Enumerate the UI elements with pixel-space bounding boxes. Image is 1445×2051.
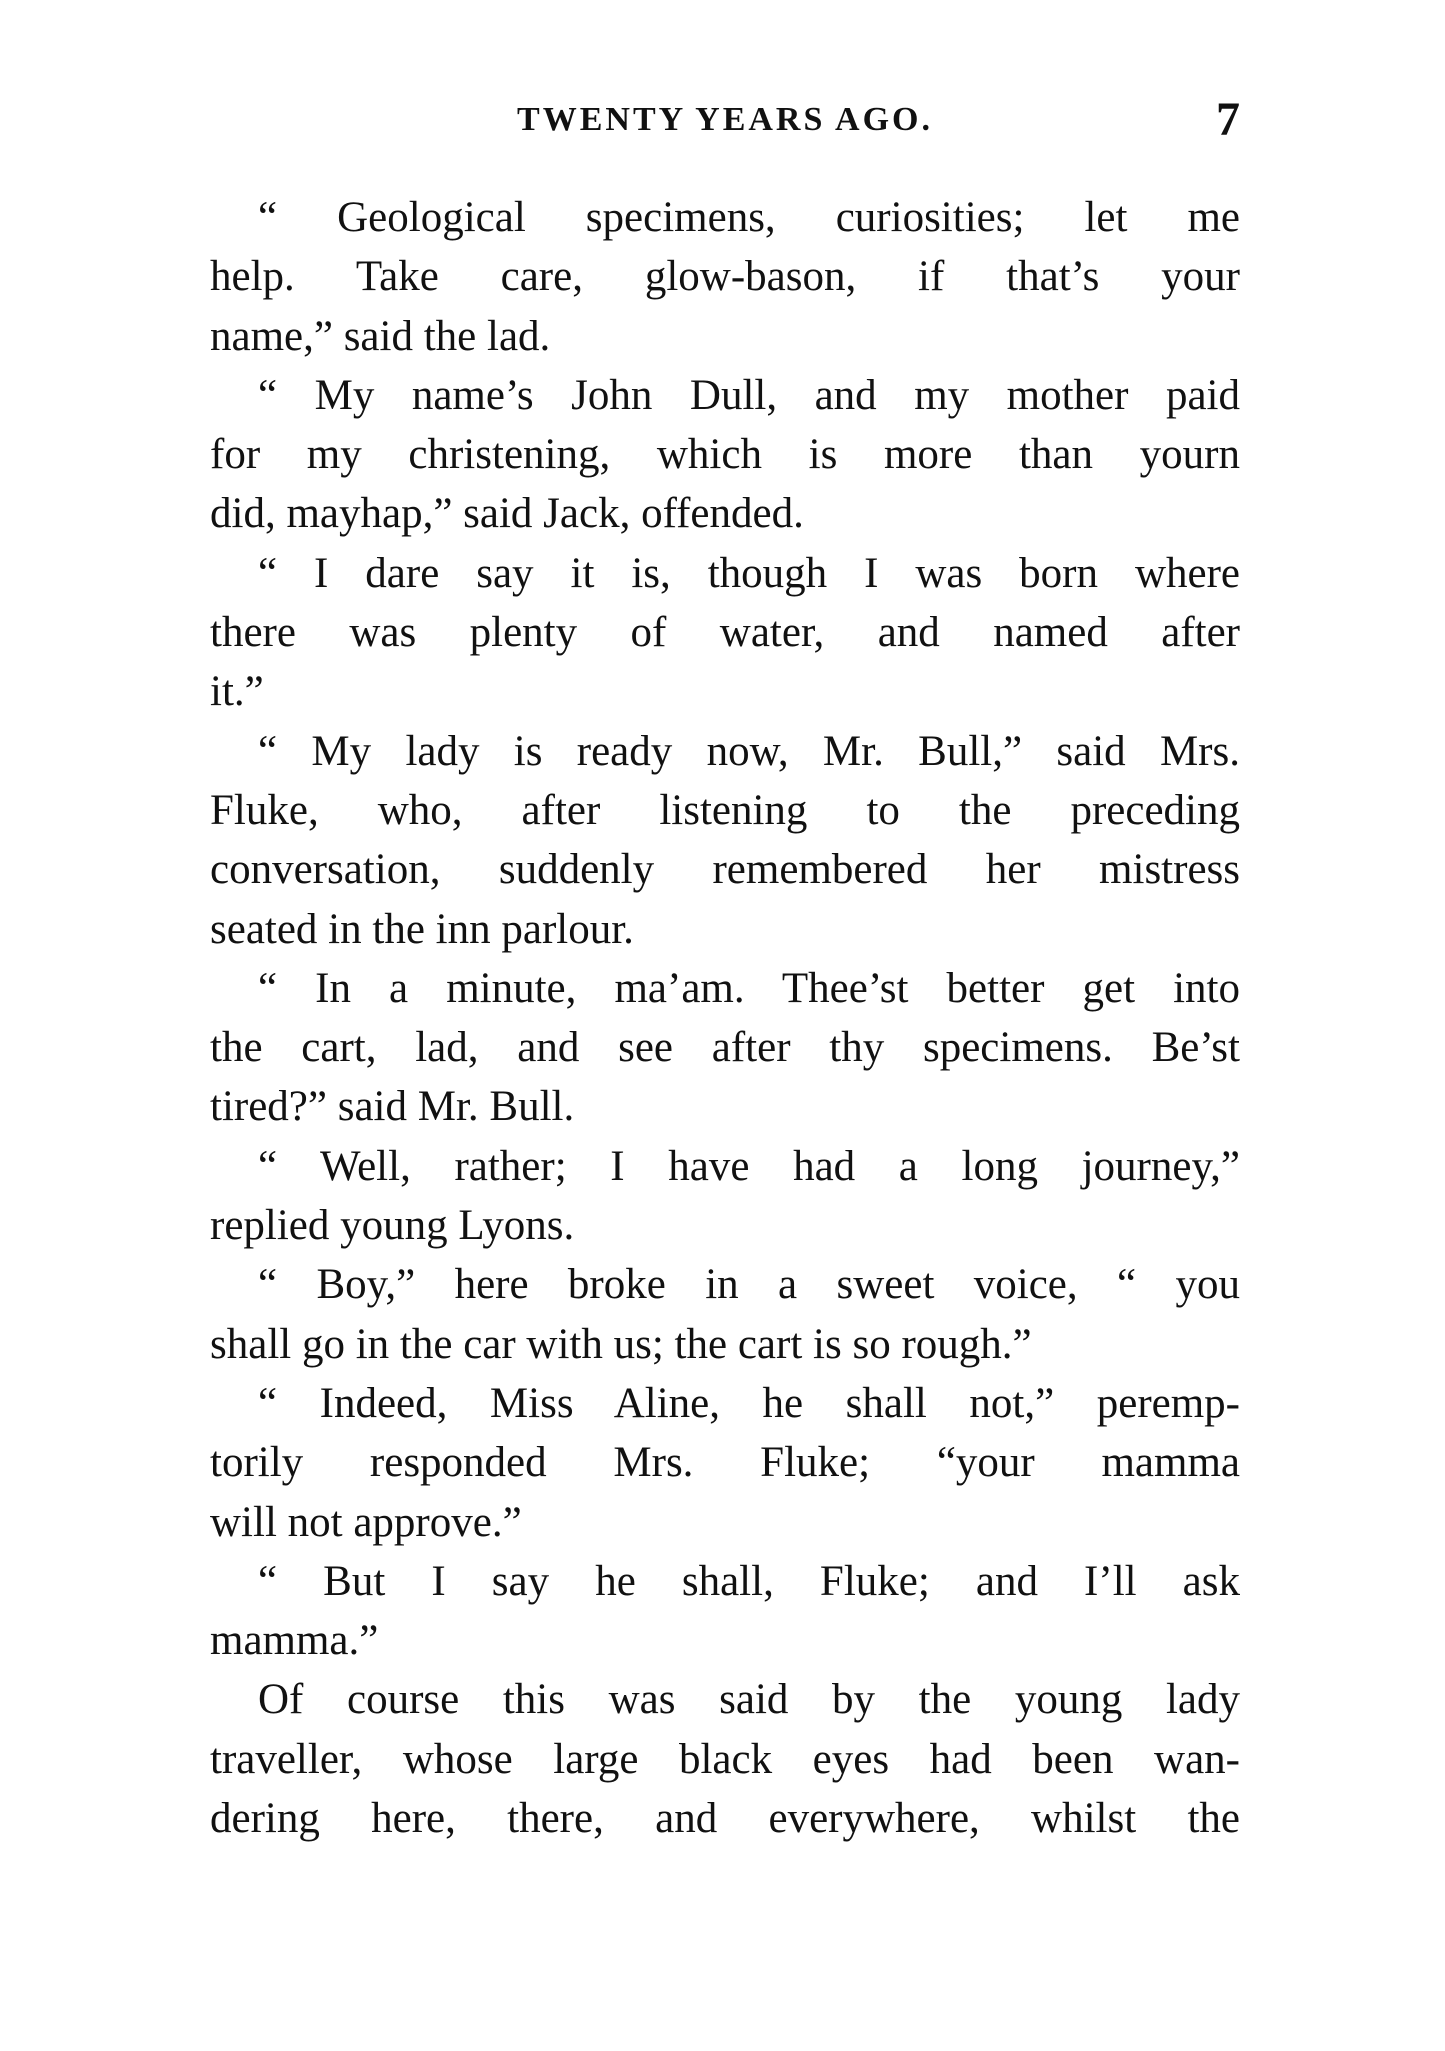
text-line: torily responded Mrs. Fluke; “your mamma (210, 1439, 1240, 1487)
body-text (210, 188, 1240, 1848)
paragraph (210, 959, 1240, 1137)
text-line: replied young Lyons. (210, 1202, 575, 1250)
text-line: for my christening, which is more than yourn (210, 431, 1240, 479)
text-line: “ I dare say it is, though I was born where (258, 549, 1240, 597)
paragraph (210, 188, 1240, 366)
paragraph (210, 722, 1240, 959)
paragraph (210, 366, 1240, 544)
text-line: dering here, there, and everywhere, whilst the (210, 1795, 1240, 1843)
page-number: 7 (1216, 93, 1240, 146)
text-line: did, mayhap,” said Jack, offended. (210, 490, 804, 538)
text-line: seated in the inn parlour. (210, 905, 634, 953)
text-line: name,” said the lad. (210, 312, 551, 360)
running-title: TWENTY YEARS AGO. (517, 101, 933, 138)
text-line: shall go in the car with us; the cart is so rough.” (210, 1320, 1032, 1368)
paragraph (210, 1255, 1240, 1374)
paragraph (210, 1137, 1240, 1256)
text-line: will not approve.” (210, 1498, 522, 1546)
text-line: Fluke, who, after listening to the preceding (210, 786, 1240, 834)
text-line: “ Well, rather; I have had a long journey,” (258, 1142, 1240, 1190)
text-line: help. Take care, glow-bason, if that’s your (210, 253, 1240, 301)
text-line: the cart, lad, and see after thy specimens. Be’st (210, 1024, 1240, 1072)
text-line: traveller, whose large black eyes had been wan- (210, 1735, 1240, 1783)
running-head (210, 93, 1240, 160)
text-line: tired?” said Mr. Bull. (210, 1083, 575, 1131)
text-line: “ My lady is ready now, Mr. Bull,” said Mrs. (258, 727, 1240, 775)
paragraph (210, 1670, 1240, 1848)
text-line: “ My name’s John Dull, and my mother paid (258, 371, 1240, 419)
paragraph (210, 1552, 1240, 1671)
text-line: Of course this was said by the young lady (258, 1676, 1240, 1724)
text-line: mamma.” (210, 1617, 379, 1665)
text-line: there was plenty of water, and named after (210, 609, 1240, 657)
paragraph (210, 544, 1240, 722)
text-line: “ Geological specimens, curiosities; let me (258, 194, 1240, 241)
paragraph (210, 1374, 1240, 1552)
text-line: “ Boy,” here broke in a sweet voice, “ you (258, 1261, 1240, 1309)
text-line: “ But I say he shall, Fluke; and I’ll ask (258, 1557, 1240, 1605)
text-line: conversation, suddenly remembered her mistress (210, 846, 1240, 894)
text-line: it.” (210, 668, 264, 716)
text-line: “ In a minute, ma’am. Thee’st better get into (258, 964, 1240, 1012)
text-line: “ Indeed, Miss Aline, he shall not,” peremp- (258, 1379, 1240, 1427)
